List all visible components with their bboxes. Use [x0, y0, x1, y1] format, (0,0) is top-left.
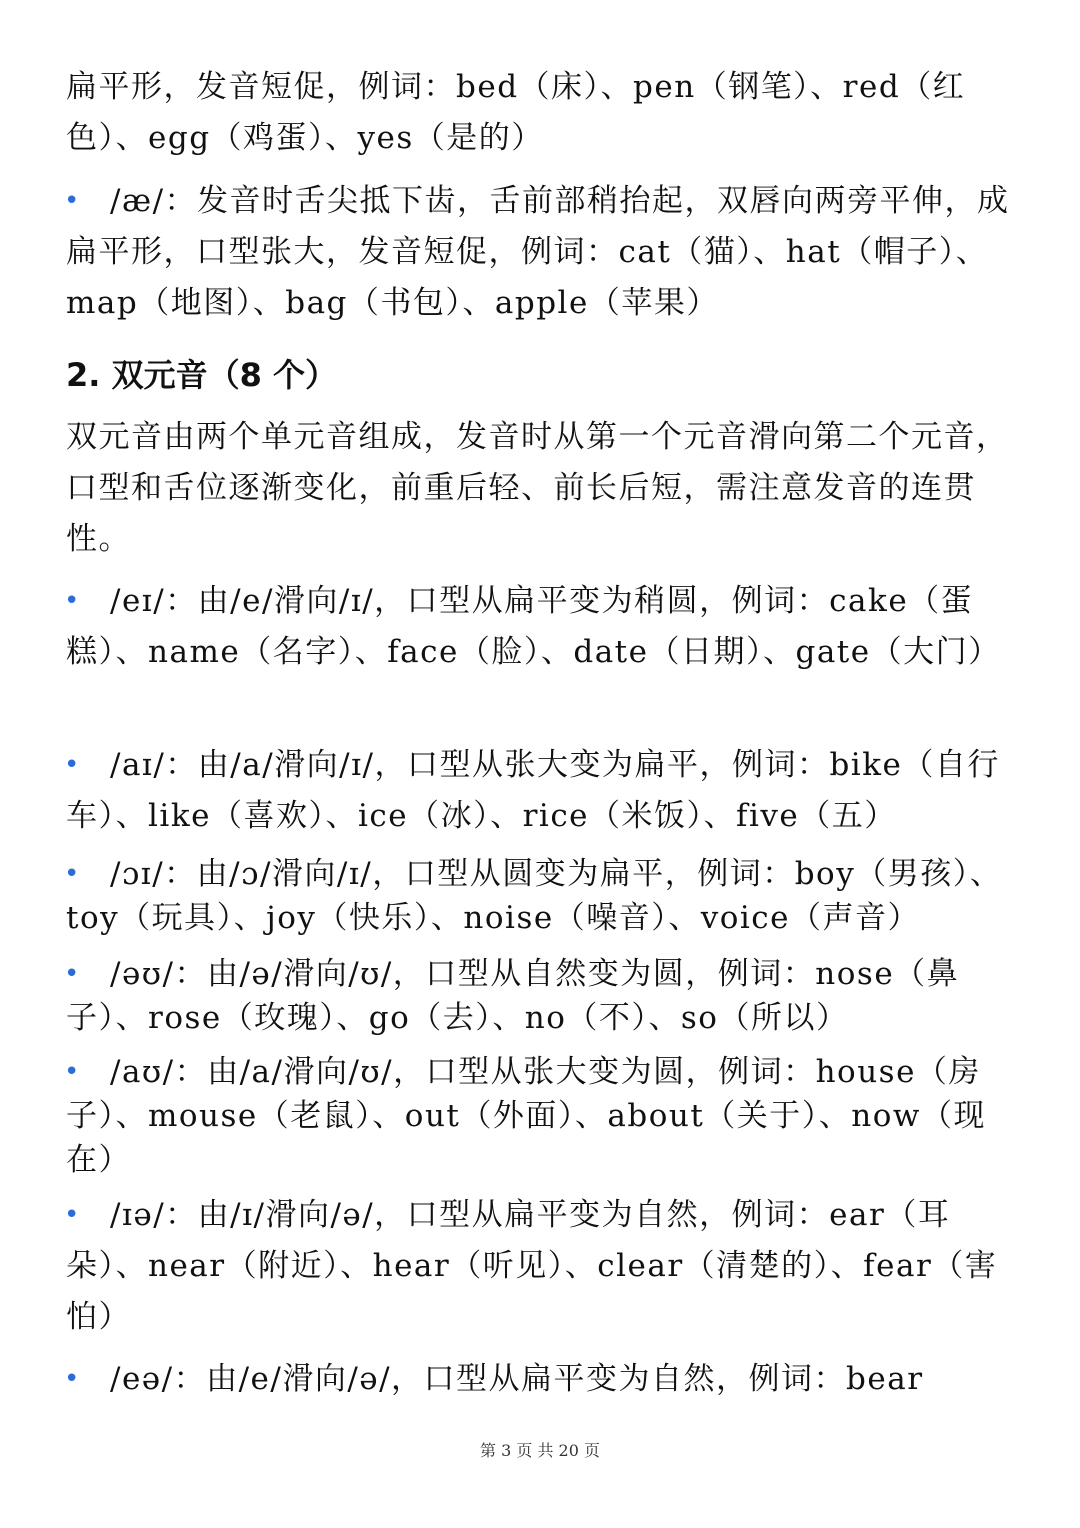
paragraph-e-continued: 扁平形，发音短促，例词：bed（床）、pen（钢笔）、red（红色）、egg（鸡蛋）、yes（是的）: [66, 69, 966, 156]
list-item-text: /aʊ/：由/a/滑向/ʊ/，口型从张大变为圆，例词：house（房子）、mouse（老鼠）、out（外面）、about（关于）、now（现在）: [66, 1054, 986, 1178]
list-item-ea: [66, 1354, 1016, 1405]
list-item-ei: [66, 576, 1016, 678]
list-item-text: /æ/：发音时舌尖抵下齿，舌前部稍抬起，双唇向两旁平伸，成扁平形，口型张大，发音短促，例词：cat（猫）、hat（帽子）、map（地图）、bag（书包）、apple（苹果）: [66, 183, 1010, 321]
bullet-icon: •: [64, 1200, 81, 1230]
list-item-text: /eə/：由/e/滑向/ə/，口型从扁平变为自然，例词：bear: [110, 1361, 924, 1397]
section-heading: 2. 双元音（8 个）: [66, 356, 337, 394]
bullet-icon: •: [64, 1364, 81, 1394]
bullet-icon: •: [64, 750, 81, 780]
list-item-text: /ɔɪ/：由/ɔ/滑向/ɪ/，口型从圆变为扁平，例词：boy（男孩）、toy（玩具）、joy（快乐）、noise（噪音）、voice（声音）: [66, 856, 1003, 936]
bullet-icon: •: [64, 1057, 81, 1087]
bullet-icon: •: [64, 586, 81, 616]
list-item-text: /aɪ/：由/a/滑向/ɪ/，口型从张大变为扁平，例词：bike（自行车）、like（喜欢）、ice（冰）、rice（米饭）、five（五）: [66, 747, 1000, 834]
list-item-text: /ɪə/：由/ɪ/滑向/ə/，口型从扁平变为自然，例词：ear（耳朵）、near（附近）、hear（听见）、clear（清楚的）、fear（害怕）: [66, 1197, 998, 1335]
list-item-ie: [66, 1190, 1016, 1343]
list-item-ae: [66, 176, 1016, 329]
list-item-au: [66, 1050, 1016, 1182]
bullet-icon: •: [64, 959, 81, 989]
bullet-icon: •: [64, 186, 81, 216]
list-item-oi: [66, 852, 1016, 940]
list-item-text: /eɪ/：由/e/滑向/ɪ/，口型从扁平变为稍圆，例词：cake（蛋糕）、name（名字）、face（脸）、date（日期）、gate（大门）: [66, 583, 1001, 670]
list-item-ou: [66, 952, 1016, 1040]
list-item-text: /əʊ/：由/ə/滑向/ʊ/，口型从自然变为圆，例词：nose（鼻子）、rose（玫瑰）、go（去）、no（不）、so（所以）: [66, 956, 960, 1036]
list-item-ai: [66, 740, 1016, 842]
bullet-icon: •: [64, 859, 81, 889]
page-footer: 第 3 页 共 20 页: [480, 1441, 600, 1460]
paragraph-diphthong-intro: 双元音由两个单元音组成，发音时从第一个元音滑向第二个元音，口型和舌位逐渐变化，前重后轻、前长后短，需注意发音的连贯性。: [66, 419, 1009, 557]
